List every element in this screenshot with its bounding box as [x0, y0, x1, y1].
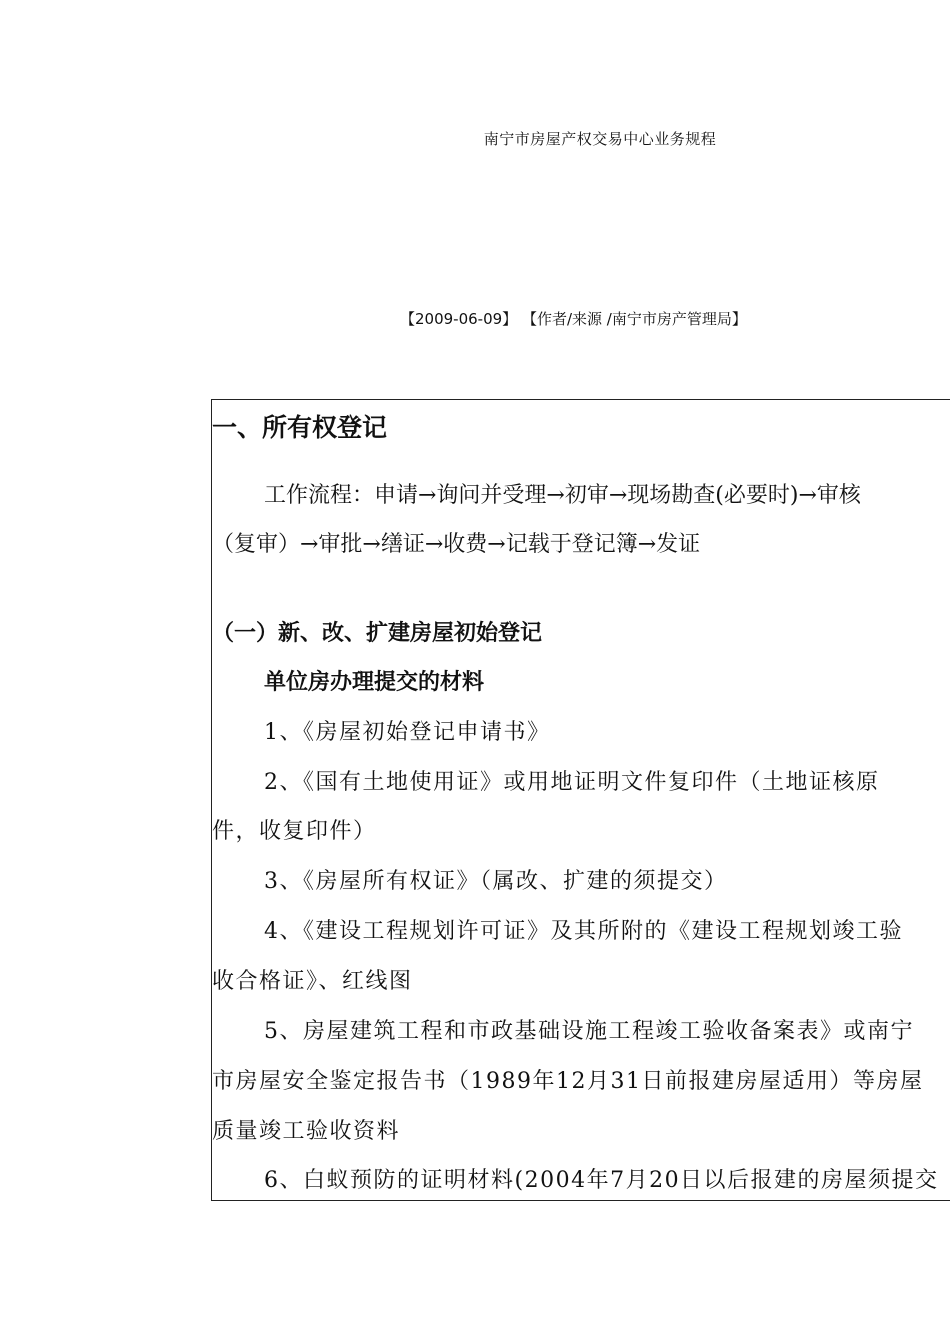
- document-title: 南宁市房屋产权交易中心业务规程: [483, 130, 717, 148]
- section-title: 一、所有权登记: [212, 413, 388, 442]
- content-box: [211, 399, 950, 1201]
- workflow-line-1: 工作流程：申请→询问并受理→初审→现场勘查(必要时)→审核: [264, 483, 861, 508]
- subsection-title: （一）新、改、扩建房屋初始登记: [212, 621, 543, 646]
- list-item-5-line-1: 5、房屋建筑工程和市政基础设施工程竣工验收备案表》或南宁: [264, 1019, 914, 1044]
- materials-heading: 单位房办理提交的材料: [264, 670, 485, 695]
- list-item-3: 3、《房屋所有权证》（属改、扩建的须提交）: [264, 869, 728, 894]
- list-item-1: 1、《房屋初始登记申请书》: [264, 720, 551, 745]
- list-item-6: 6、白蚁预防的证明材料(2004年7月20日以后报建的房屋须提交: [264, 1168, 939, 1193]
- list-item-2-line-2: 件，收复印件）: [212, 819, 377, 844]
- list-item-5-line-3: 质量竣工验收资料: [212, 1119, 401, 1144]
- list-item-4-line-1: 4、《建设工程规划许可证》及其所附的《建设工程规划竣工验: [264, 919, 903, 944]
- list-item-2-line-1: 2、《国有土地使用证》或用地证明文件复印件（土地证核原: [264, 770, 880, 795]
- list-item-4-line-2: 收合格证》、红线图: [212, 969, 413, 994]
- list-item-5-line-2: 市房屋安全鉴定报告书（1989年12月31日前报建房屋适用）等房屋: [212, 1069, 924, 1094]
- workflow-line-2: （复审）→审批→缮证→收费→记载于登记簿→发证: [212, 532, 701, 557]
- publish-info: 【2009-06-09】 【作者/来源 /南宁市房产管理局】: [400, 310, 747, 328]
